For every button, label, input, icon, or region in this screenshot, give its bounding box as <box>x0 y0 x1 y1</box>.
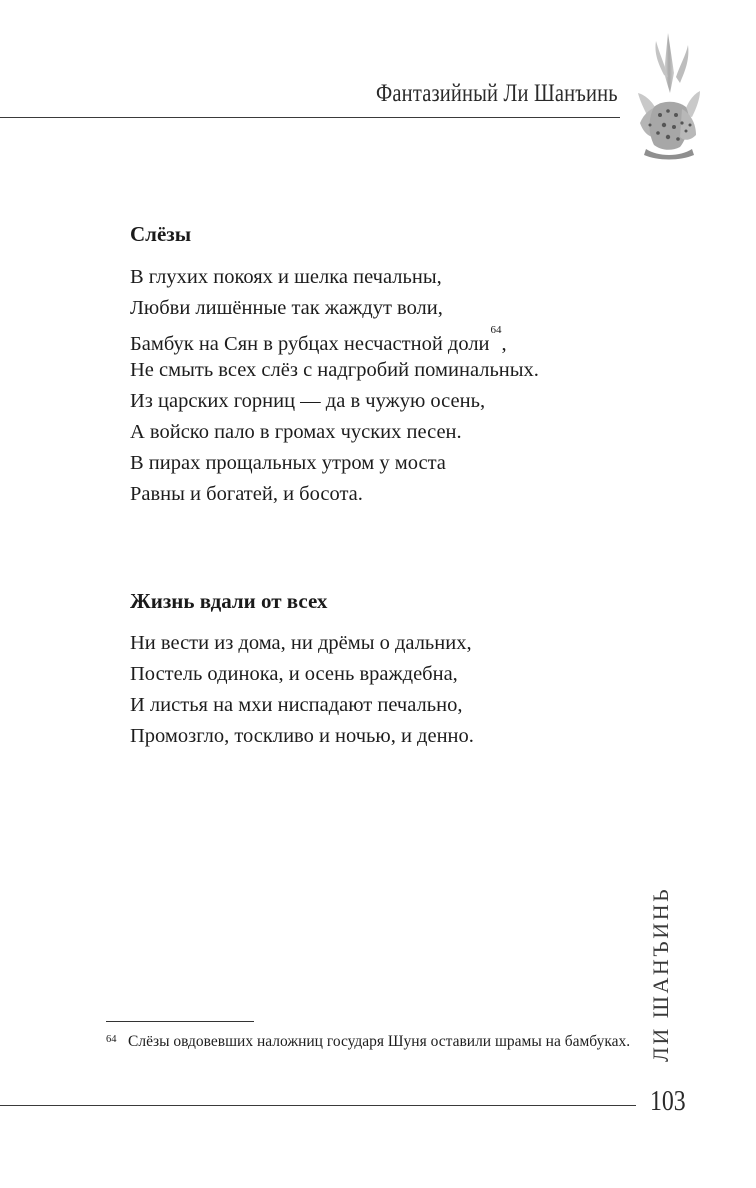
poem-line: Промозгло, тоскливо и ночью, и денно. <box>130 725 474 747</box>
poem-line: А войско пало в громах чуских песен. <box>130 421 462 443</box>
poem-line-punctuation: , <box>501 332 507 355</box>
figurine-illustration <box>630 33 708 161</box>
poem-line: В глухих покоях и шелка печальны, <box>130 266 442 288</box>
side-author-label: ЛИ ШАНЪИНЬ <box>648 886 673 1062</box>
page-number: 103 <box>650 1086 686 1117</box>
poem-line <box>130 324 539 355</box>
footnote-rule <box>106 1021 254 1022</box>
poem-line: Из царских горниц — да в чужую осень, <box>130 390 486 412</box>
poem-line: И листья на мхи ниспадают печально, <box>130 694 463 716</box>
poem-line: Постель одинока, и осень враждебна, <box>130 663 458 685</box>
poem-line: Ни вести из дома, ни дрёмы о дальних, <box>130 632 472 654</box>
running-head-title: Фантазийный Ли Шанъинь <box>376 80 618 107</box>
poem-line: В пирах прощальных утром у моста <box>130 452 446 474</box>
poem-line: Равны и богатей, и босота. <box>130 483 363 505</box>
footer-rule <box>0 1105 636 1106</box>
footnote-text: Слёзы овдовевших наложниц государя Шуня оставили шрамы на бамбуках. <box>128 1033 631 1050</box>
poem-title: Жизнь вдали от всех <box>130 589 328 613</box>
footnote <box>106 1030 634 1053</box>
footnote-reference[interactable]: 64 <box>490 324 502 336</box>
footnote-number: 64 <box>106 1034 117 1045</box>
poem-body <box>130 262 539 510</box>
poem-line: Не смыть всех слёз с надгробий поминальных. <box>130 359 539 381</box>
poem-line: Любви лишённые так жаждут воли, <box>130 297 443 319</box>
poem-body <box>130 628 474 752</box>
header-rule <box>0 117 620 118</box>
poem-line-text: Бамбук на Сян в рубцах несчастной доли <box>130 332 490 355</box>
poem-title: Слёзы <box>130 222 192 246</box>
